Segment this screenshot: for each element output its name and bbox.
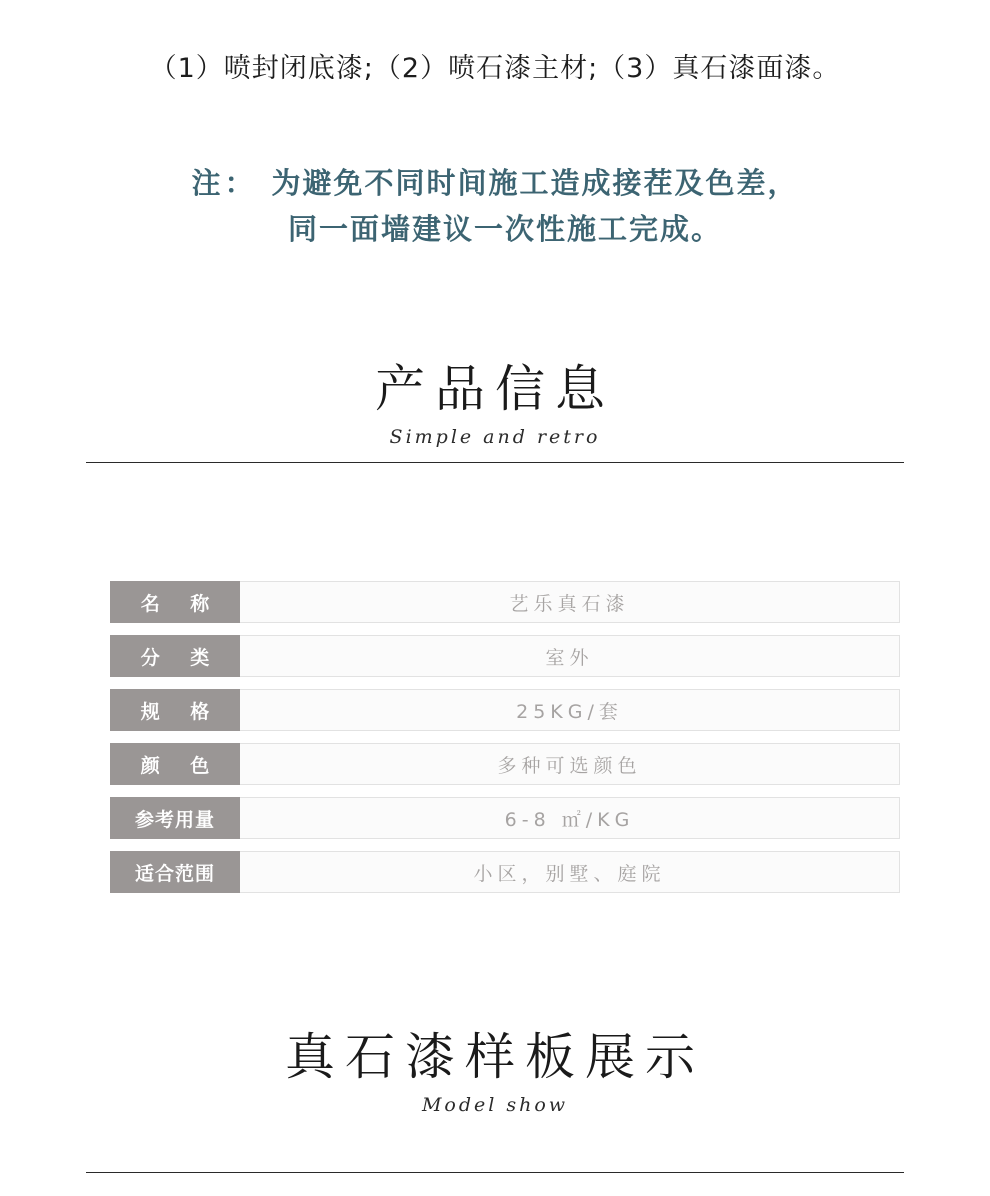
note-line-1 xyxy=(0,160,990,206)
row-value-specification: 25KG/套 xyxy=(240,689,900,731)
table-row xyxy=(110,689,900,731)
model-show-title-en: Model show xyxy=(421,1094,569,1116)
table-row xyxy=(110,635,900,677)
product-info-title-en: Simple and retro xyxy=(389,426,601,448)
row-label-usage: 参考用量 xyxy=(110,797,240,839)
row-value-name: 艺乐真石漆 xyxy=(240,581,900,623)
note-label: 注： xyxy=(191,166,258,200)
table-row xyxy=(110,581,900,623)
note-line-2: 同一面墙建议一次性施工完成。 xyxy=(287,212,722,246)
note-text-1: 为避免不同时间施工造成接茬及色差， xyxy=(271,166,799,200)
row-label-color: 颜 色 xyxy=(110,743,240,785)
construction-steps-text: （1）喷封闭底漆;（2）喷石漆主材;（3）真石漆面漆。 xyxy=(149,53,841,84)
row-label-specification: 规 格 xyxy=(110,689,240,731)
row-label-scope: 适合范围 xyxy=(110,851,240,893)
product-info-heading xyxy=(0,358,990,463)
row-label-category: 分 类 xyxy=(110,635,240,677)
table-row xyxy=(110,743,900,785)
table-row xyxy=(110,851,900,893)
heading-divider xyxy=(86,462,904,463)
row-label-name: 名 称 xyxy=(110,581,240,623)
product-info-table xyxy=(110,581,900,893)
row-value-category: 室外 xyxy=(240,635,900,677)
row-value-scope: 小区，别墅、庭院 xyxy=(240,851,900,893)
model-show-heading xyxy=(0,1026,990,1116)
product-info-title-cn: 产品信息 xyxy=(375,360,615,418)
bottom-divider xyxy=(86,1172,904,1173)
table-row xyxy=(110,797,900,839)
row-value-usage: 6-8 ㎡/KG xyxy=(240,797,900,839)
row-value-color: 多种可选颜色 xyxy=(240,743,900,785)
note-block xyxy=(0,160,990,252)
model-show-title-cn: 真石漆样板展示 xyxy=(285,1028,705,1086)
